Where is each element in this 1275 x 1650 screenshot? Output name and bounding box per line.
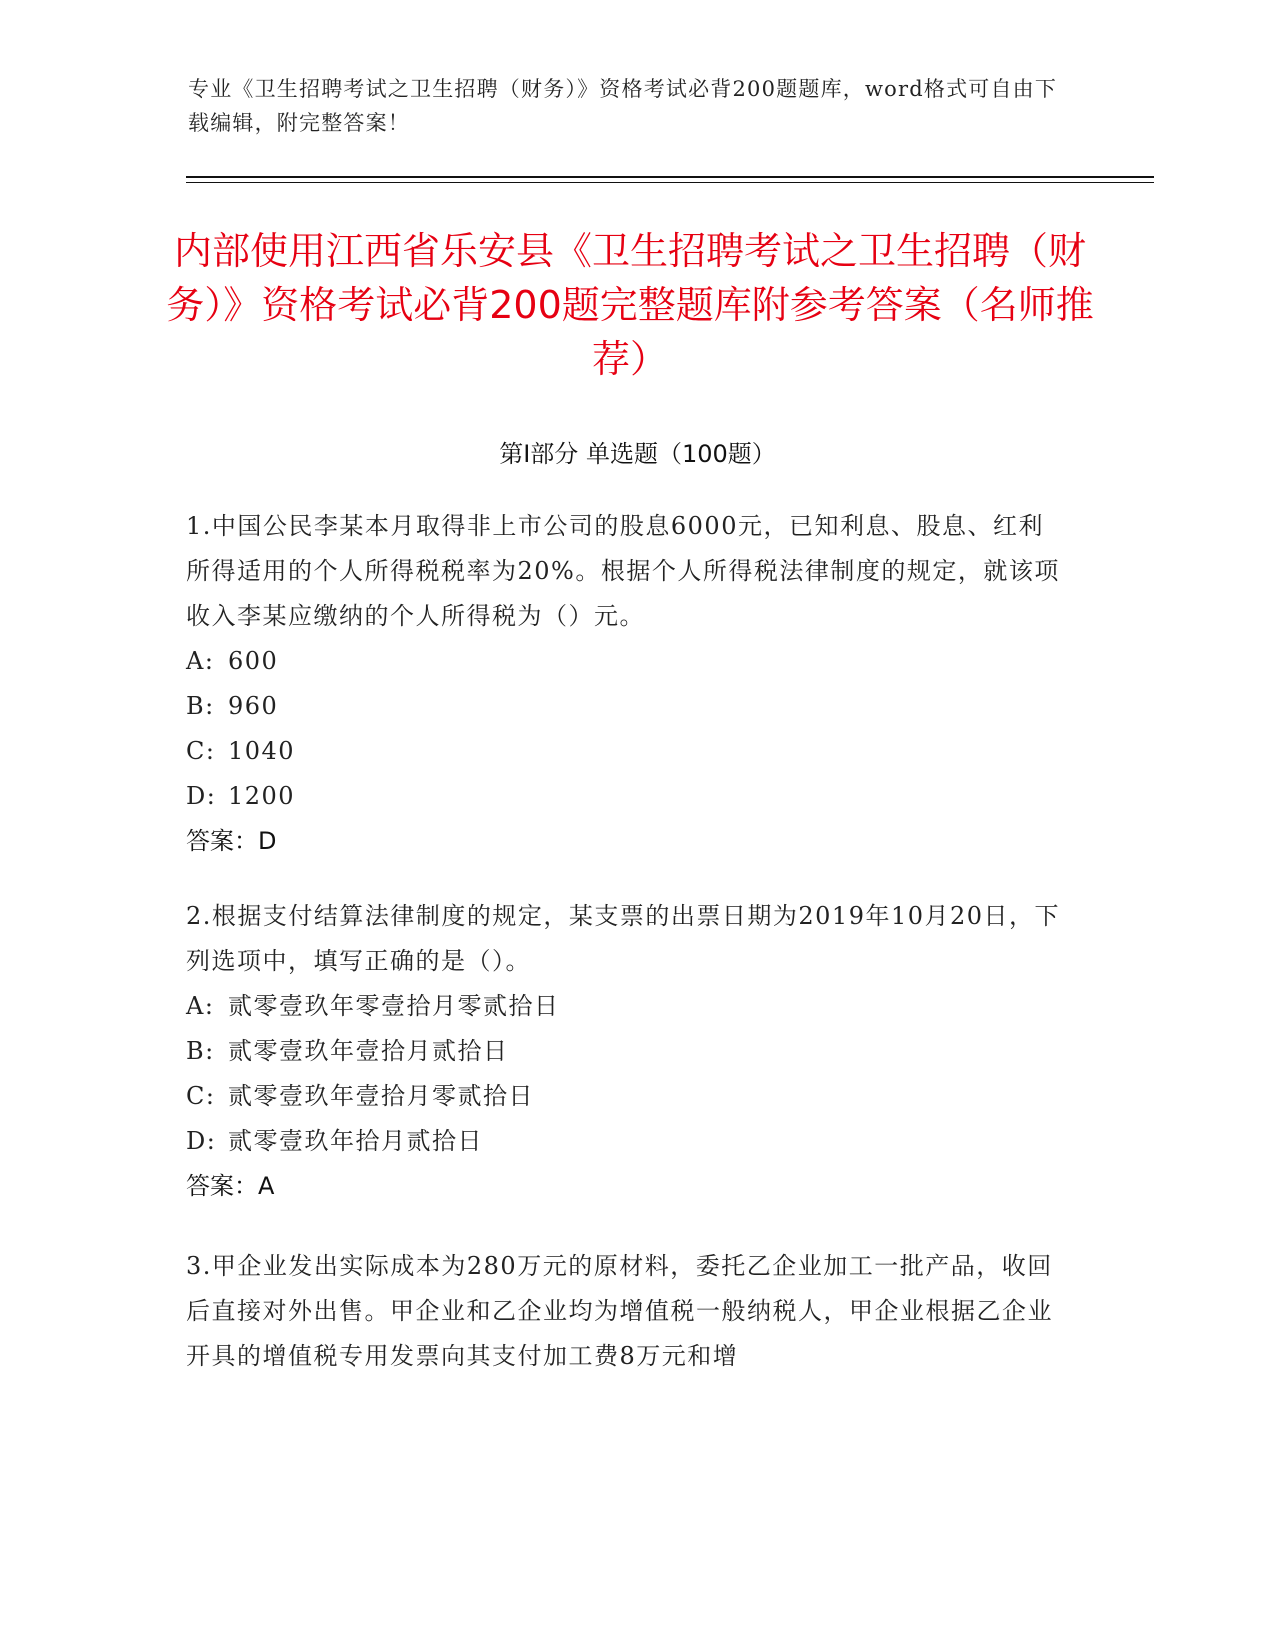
option-text: 贰零壹玖年零壹拾月零贰拾日	[228, 992, 560, 1020]
section-title: 第Ⅰ部分 单选题（100题）	[499, 440, 776, 468]
option-text: 960	[228, 692, 279, 720]
header-note: 专业《卫生招聘考试之卫生招聘（财务）》资格考试必背200题题库，word格式可自由下载编辑，附完整答案！	[188, 77, 1058, 135]
option-d	[186, 774, 1066, 819]
option-c	[186, 1074, 1066, 1119]
option-key: B:	[186, 692, 215, 720]
option-b	[186, 1029, 1066, 1074]
option-text: 1200	[228, 782, 296, 810]
question-1	[186, 504, 1066, 864]
question-stem: 3.甲企业发出实际成本为280万元的原材料，委托乙企业加工一批产品，收回后直接对外出售。甲企业和乙企业均为增值税一般纳税人，甲企业根据乙企业开具的增值税专用发票向其支付加工费8万元和增	[186, 1252, 1053, 1370]
option-c	[186, 729, 1066, 774]
question-2	[186, 894, 1066, 1209]
option-key: D:	[186, 782, 217, 810]
option-text: 贰零壹玖年拾月贰拾日	[228, 1127, 483, 1155]
header-divider	[186, 176, 1154, 178]
option-d	[186, 1119, 1066, 1164]
question-stem: 1.中国公民李某本月取得非上市公司的股息6000元，已知利息、股息、红利所得适用的个人所得税税率为20%。根据个人所得税法律制度的规定，就该项收入李某应缴纳的个人所得税为（）元。	[186, 512, 1060, 630]
option-key: B:	[186, 1037, 215, 1065]
document-title: 内部使用江西省乐安县《卫生招聘考试之卫生招聘（财务）》资格考试必背200题完整题库附参考答案（名师推荐）	[166, 229, 1094, 381]
option-text: 贰零壹玖年壹拾月零贰拾日	[228, 1082, 534, 1110]
option-a	[186, 984, 1066, 1029]
option-text: 贰零壹玖年壹拾月贰拾日	[228, 1037, 509, 1065]
question-stem: 2.根据支付结算法律制度的规定，某支票的出票日期为2019年10月20日，下列选项中，填写正确的是（）。	[186, 902, 1061, 975]
option-a	[186, 639, 1066, 684]
answer: 答案：A	[186, 1172, 275, 1200]
answer: 答案：D	[186, 827, 277, 855]
header-divider-thin	[186, 182, 1154, 183]
option-text: 1040	[228, 737, 296, 765]
question-3	[186, 1244, 1066, 1379]
option-key: D:	[186, 1127, 217, 1155]
option-key: A:	[186, 992, 215, 1020]
option-b	[186, 684, 1066, 729]
option-text: 600	[228, 647, 279, 675]
option-key: C:	[186, 1082, 216, 1110]
option-key: C:	[186, 737, 216, 765]
option-key: A:	[186, 647, 215, 675]
